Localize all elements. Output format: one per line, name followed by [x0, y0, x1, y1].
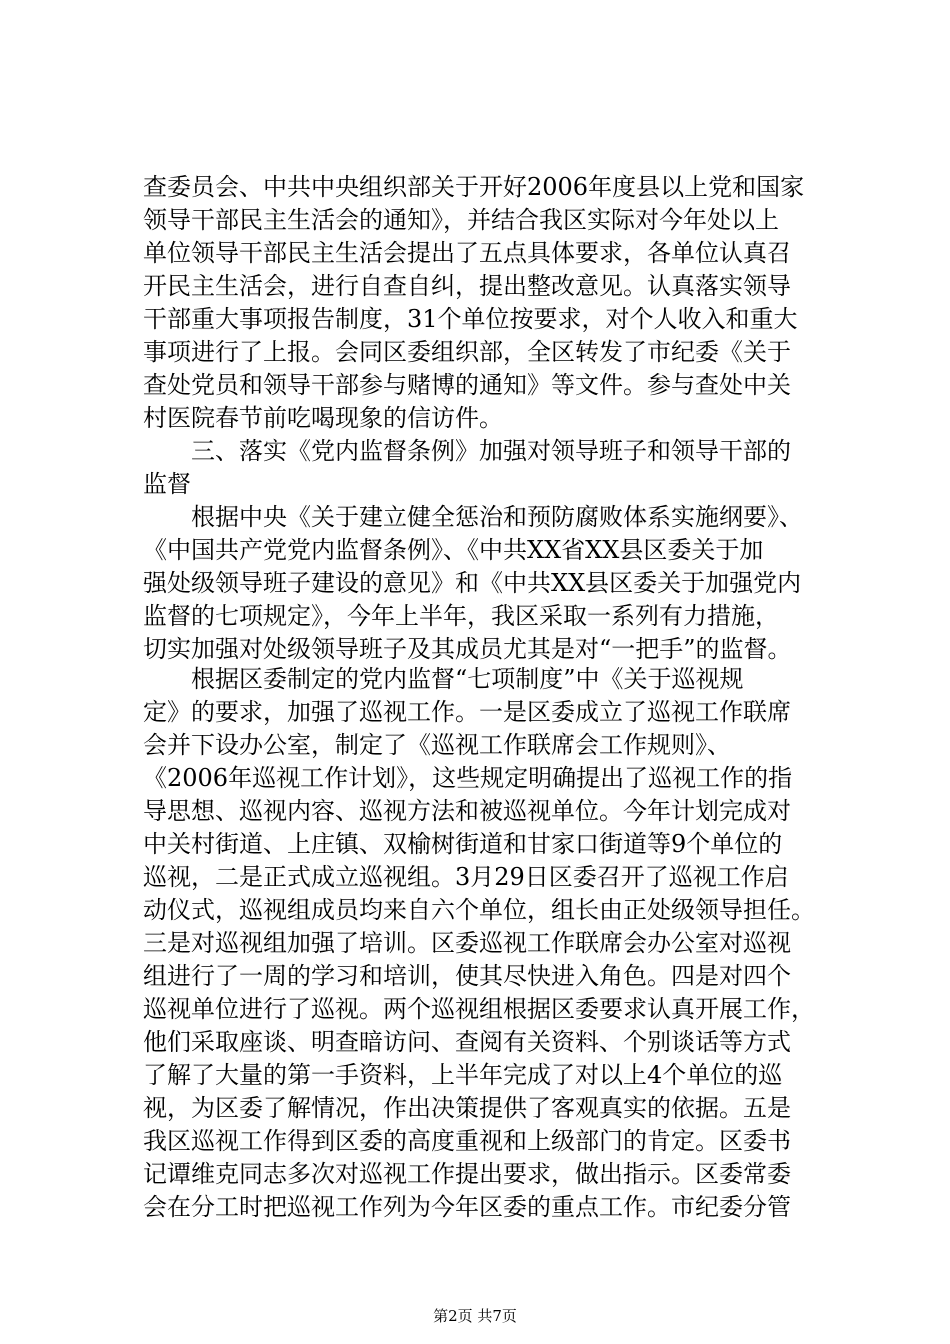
text-line: 三是对巡视组加强了培训。区委巡视工作联席会办公室对巡视 [143, 929, 791, 957]
text-line: 他们采取座谈、明查暗访问、查阅有关资料、个别谈话等方式 [143, 1028, 791, 1056]
text-line: 组进行了一周的学习和培训，使其尽快进入角色。四是对四个 [143, 962, 791, 990]
page-number-footer: 第2页 共7页 [433, 1307, 517, 1325]
text-line: 会并下设办公室，制定了《巡视工作联席会工作规则》、 [143, 731, 731, 759]
heading-line: 监督 [143, 470, 191, 498]
text-line: 村医院春节前吃喝现象的信访件。 [143, 404, 503, 432]
text-line: 导思想、巡视内容、巡视方法和被巡视单位。今年计划完成对 [143, 797, 791, 825]
text-line: 定》的要求，加强了巡视工作。一是区委成立了巡视工作联席 [143, 698, 791, 726]
text-line: 巡视，二是正式成立巡视组。3月29日区委召开了巡视工作启 [143, 863, 789, 891]
text-line: 开民主生活会，进行自查自纠，提出整改意见。认真落实领导 [143, 272, 791, 300]
text-line: 监督的七项规定》，今年上半年，我区采取一系列有力措施， [143, 602, 779, 630]
text-line: 单位领导干部民主生活会提出了五点具体要求，各单位认真召 [143, 239, 791, 267]
text-line: 干部重大事项报告制度，31个单位按要求，对个人收入和重大 [143, 305, 798, 333]
text-line: 事项进行了上报。会同区委组织部，全区转发了市纪委《关于 [143, 338, 791, 366]
text-line: 中关村街道、上庄镇、双榆树街道和甘家口街道等9个单位的 [143, 830, 783, 858]
text-line: 我区巡视工作得到区委的高度重视和上级部门的肯定。区委书 [143, 1127, 791, 1155]
text-line: 根据中央《关于建立健全惩治和预防腐败体系实施纲要》、 [143, 503, 803, 531]
text-line: 会在分工时把巡视工作列为今年区委的重点工作。市纪委分管 [143, 1193, 791, 1221]
text-line: 记谭维克同志多次对巡视工作提出要求，做出指示。区委常委 [143, 1160, 791, 1188]
heading-line: 三、落实《党内监督条例》加强对领导班子和领导干部的 [143, 437, 791, 465]
text-line: 切实加强对处级领导班子及其成员尤其是对“一把手”的监督。 [143, 635, 792, 663]
text-line: 查委员会、中共中央组织部关于开好2006年度县以上党和国家 [143, 173, 805, 201]
text-line: 了解了大量的第一手资料，上半年完成了对以上4个单位的巡 [143, 1061, 783, 1089]
text-line: 根据区委制定的党内监督“七项制度”中《关于巡视规 [143, 665, 744, 693]
text-line: 《2006年巡视工作计划》，这些规定明确提出了巡视工作的指 [143, 764, 793, 792]
text-line: 巡视单位进行了巡视。两个巡视组根据区委要求认真开展工作， [143, 995, 815, 1023]
text-line: 强处级领导班子建设的意见》和《中共XX县区委关于加强党内 [143, 569, 802, 597]
text-line: 领导干部民主生活会的通知》，并结合我区实际对今年处以上 [143, 206, 779, 234]
text-line: 视，为区委了解情况，作出决策提供了客观真实的依据。五是 [143, 1094, 791, 1122]
text-line: 动仪式，巡视组成员均来自六个单位，组长由正处级领导担任。 [143, 896, 815, 924]
text-line: 查处党员和领导干部参与赌博的通知》等文件。参与查处中关 [143, 371, 791, 399]
text-line: 《中国共产党党内监督条例》、《中共XX省XX县区委关于加 [143, 536, 764, 564]
